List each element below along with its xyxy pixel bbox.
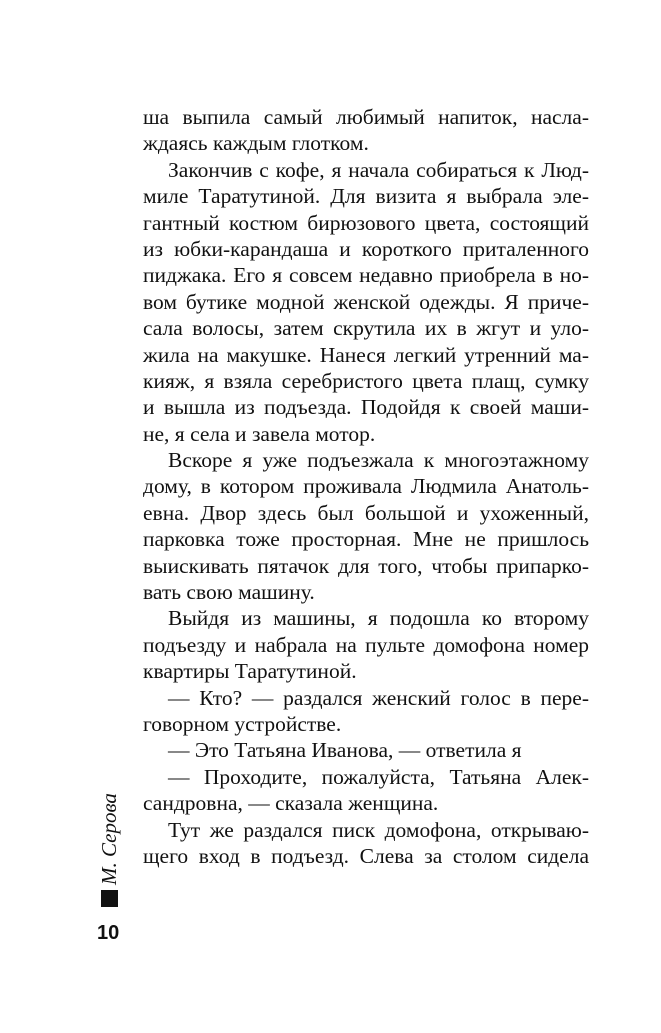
text-line: из юбки-карандаша и короткого приталенного (143, 236, 589, 261)
text-line: ша выпила самый любимый напиток, насла- (143, 105, 589, 129)
text-line: Тут же раздался писк домофона, открываю- (168, 817, 589, 842)
text-line: парковка тоже просторная. Мне не пришлось (143, 527, 589, 552)
page-number: 10 (97, 922, 120, 944)
text-line: и вышла из подъезда. Подойдя к своей маши- (143, 395, 589, 420)
text-line: пиджака. Его я совсем недавно приобрела в но- (143, 263, 589, 288)
text-line: Вскоре я уже подъезжала к многоэтажному (168, 448, 589, 473)
text-line: гантный костюм бирюзового цвета, состоящий (143, 210, 589, 235)
text-line: вом бутике модной женской одежды. Я приче- (143, 289, 589, 314)
text-line: вать свою машину. (143, 580, 315, 605)
text-line: — Кто? — раздался женский голос в пере- (168, 685, 589, 710)
body-text (143, 104, 589, 869)
running-head-author: М. Серова (97, 793, 121, 885)
text-line: подъезду и набрала на пульте домофона номер (143, 632, 589, 657)
text-line: Закончив с кофе, я начала собираться к Люд- (168, 157, 589, 182)
text-line: щего вход в подъезд. Слева за столом сидела (143, 843, 589, 868)
text-line: не, я села и завела мотор. (143, 421, 376, 446)
text-line: дому, в котором проживала Людмила Анатоль- (143, 474, 589, 499)
page-marker-square (101, 890, 118, 907)
text-line: квартиры Таратутиной. (143, 659, 357, 684)
text-line: сандровна, — сказала женщина. (143, 791, 439, 816)
text-line: евна. Двор здесь был большой и ухоженный, (143, 500, 589, 525)
text-line: кияж, я взяла серебристого цвета плащ, сумку (143, 368, 589, 393)
text-line: — Проходите, пожалуйста, Татьяна Алек- (168, 764, 589, 789)
text-line: сала волосы, затем скрутила их в жгут и уло- (143, 316, 589, 341)
text-line: жила на макушке. Нанеся легкий утренний ма- (143, 342, 589, 367)
text-line: — Это Татьяна Иванова, — ответила я (168, 738, 522, 763)
text-line: миле Таратутиной. Для визита я выбрала эле- (143, 184, 589, 209)
text-line: Выйдя из машины, я подошла ко второму (168, 606, 589, 631)
text-line: говорном устройстве. (143, 711, 342, 736)
text-line: выискивать пятачок для того, чтобы припарко- (143, 553, 589, 578)
text-line: ждаясь каждым глотком. (143, 131, 369, 156)
